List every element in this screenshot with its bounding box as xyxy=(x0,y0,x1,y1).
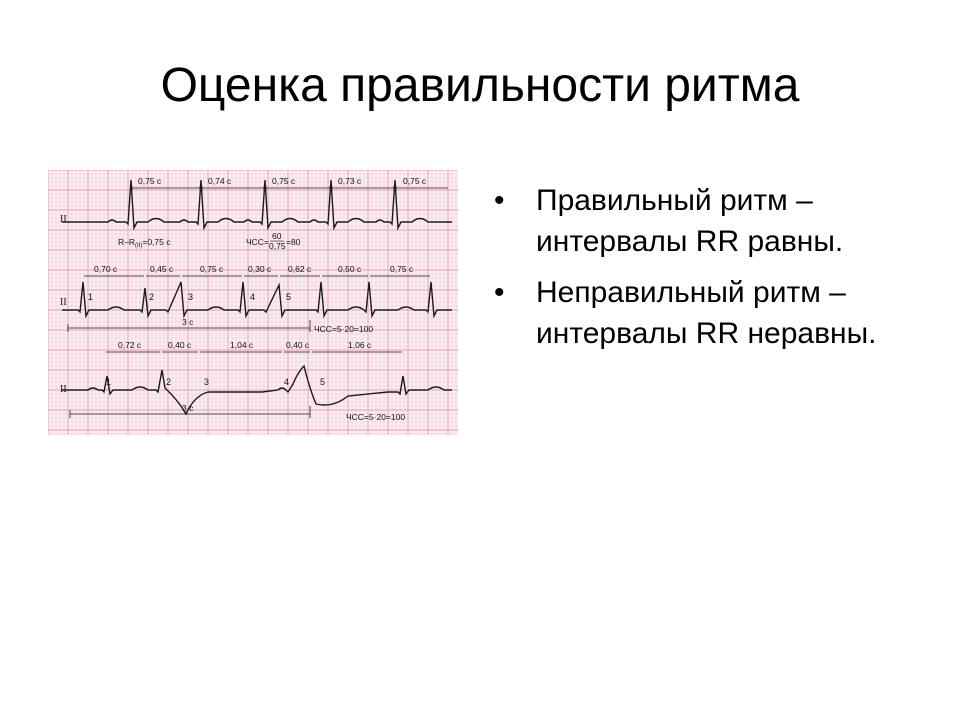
bullet-list xyxy=(494,180,894,364)
strip1-hr-numerator: 60 xyxy=(272,231,282,241)
slide-title: Оценка правильности ритма xyxy=(160,59,800,112)
strip3-beat-2: 2 xyxy=(166,377,172,387)
strip3-hr-note: ЧСС=5·20=100 xyxy=(346,412,406,422)
strip2-beat-2: 2 xyxy=(149,292,155,302)
bullet-regular-rhythm xyxy=(494,180,894,262)
strip3-beat-3: 3 xyxy=(204,377,210,387)
strip2-span-label: 3 с xyxy=(182,317,194,327)
strip1-lead-label: II xyxy=(60,214,67,225)
strip2-interval-1: 0,70 с xyxy=(94,264,118,274)
strip3-interval-2: 0,40 с xyxy=(168,340,192,350)
strip3-lead-label: II xyxy=(60,384,67,395)
bullet-dot-icon: • xyxy=(494,276,505,309)
strip2-beat-4: 4 xyxy=(250,292,256,302)
bullet-text: Правильный ритм – интервалы RR равны. xyxy=(536,184,844,258)
bullet-text: Неправильный ритм – интервалы RR неравны. xyxy=(536,276,877,350)
strip2-interval-6: 0,50 с xyxy=(338,264,362,274)
strip2-beat-1: 1 xyxy=(88,292,94,302)
strip1-rr-formula: $R-R_{(II)}=0,75$ с xyxy=(118,237,171,249)
strip3-beat-4: 4 xyxy=(284,377,290,387)
strip2-interval-3: 0,75 с xyxy=(200,264,224,274)
strip1-interval-3: 0,75 с xyxy=(272,176,296,186)
bullet-irregular-rhythm xyxy=(494,272,894,354)
strip1-hr-label: ЧСС= xyxy=(246,237,269,247)
strip2-beat-5: 5 xyxy=(286,292,292,302)
strip1-interval-2: 0,74 с xyxy=(208,176,232,186)
strip1-interval-4: 0,73 с xyxy=(338,176,362,186)
strip1-hr-value: =80 xyxy=(286,237,301,247)
strip2-interval-4: 0,30 с xyxy=(248,264,272,274)
strip3-interval-3: 1,04 с xyxy=(230,340,254,350)
strip2-lead-label: II xyxy=(60,297,67,308)
strip3-interval-1: 0,72 с xyxy=(118,340,142,350)
strip1-interval-5: 0,75 с xyxy=(403,176,427,186)
strip3-beat-5: 5 xyxy=(320,377,326,387)
ecg-strips-figure xyxy=(48,170,458,435)
strip3-beat-1: 1 xyxy=(106,377,112,387)
strip2-interval-2: 0,45 с xyxy=(150,264,174,274)
strip2-beat-3: 3 xyxy=(188,292,194,302)
strip1-hr-denominator: 0,75 xyxy=(269,241,286,251)
strip3-interval-5: 1,06 с xyxy=(348,340,372,350)
strip2-interval-7: 0,75 с xyxy=(390,264,414,274)
strip2-hr-note: ЧСС=5·20=100 xyxy=(314,324,374,334)
strip3-interval-4: 0,40 с xyxy=(286,340,310,350)
strip2-interval-5: 0,62 с xyxy=(288,264,312,274)
strip3-span-label: 3 с xyxy=(182,403,194,413)
bullet-dot-icon: • xyxy=(494,184,505,217)
strip1-interval-1: 0,75 с xyxy=(138,176,162,186)
